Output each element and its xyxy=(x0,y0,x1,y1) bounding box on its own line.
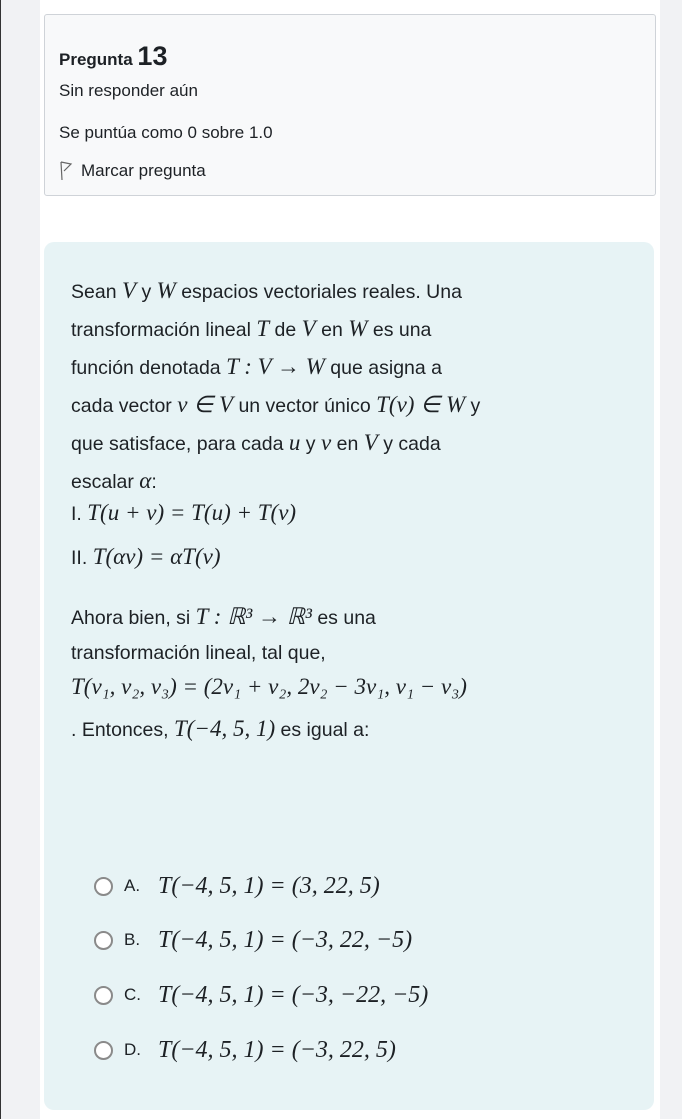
math: T(v) ∈ W xyxy=(376,392,466,417)
property-1-label: I. xyxy=(71,503,82,525)
math: T xyxy=(256,316,270,341)
math: v ∈ V xyxy=(177,392,234,417)
math: T : V → W xyxy=(226,354,325,379)
question-text-line xyxy=(71,392,480,418)
question-info-panel xyxy=(44,14,656,196)
text: un vector único xyxy=(233,395,377,417)
text: función denotada xyxy=(71,357,227,379)
text: y cada xyxy=(377,433,441,455)
math: V xyxy=(363,430,378,455)
math: V xyxy=(301,316,316,341)
question-text-line xyxy=(71,430,441,456)
question-text-line xyxy=(71,316,431,342)
text: y xyxy=(465,395,481,417)
question-number-heading xyxy=(59,41,167,72)
radio-button[interactable] xyxy=(94,931,113,950)
window-edge xyxy=(0,0,1,1119)
option-math: T(−4, 5, 1) = (3, 22, 5) xyxy=(158,872,380,899)
radio-button[interactable] xyxy=(94,1041,113,1060)
text: de xyxy=(269,319,302,341)
radio-button[interactable] xyxy=(94,877,113,896)
math: V xyxy=(121,278,137,303)
question-text-line xyxy=(71,468,157,494)
math: T(v₁, v₂, v₃) = (2v₁ + v₂, 2v₂ − 3v₁, v₁ − v₃) xyxy=(71,674,467,699)
text: cada vector xyxy=(71,395,178,417)
text: . Entonces, xyxy=(71,719,174,741)
text: que satisface, para cada xyxy=(71,433,289,455)
option-label: B. xyxy=(124,930,141,949)
option-b[interactable] xyxy=(94,920,412,960)
text-line xyxy=(71,604,376,630)
text-line xyxy=(71,716,369,742)
option-a[interactable] xyxy=(94,866,380,906)
question-text-line xyxy=(71,354,442,380)
question-score: Se puntúa como 0 sobre 1.0 xyxy=(59,123,273,142)
text: es una xyxy=(311,607,376,629)
text: en xyxy=(331,433,364,455)
property-2-label: II. xyxy=(71,547,88,569)
option-math: T(−4, 5, 1) = (−3, −22, −5) xyxy=(158,981,429,1008)
math: u xyxy=(288,430,301,455)
math: W xyxy=(156,278,176,303)
property-2-math: T(αv) = αT(v) xyxy=(92,544,221,569)
text: espacios vectoriales reales. Una xyxy=(175,281,462,303)
option-d[interactable] xyxy=(94,1030,396,1070)
math: α xyxy=(139,468,152,493)
text: Sean xyxy=(71,281,122,303)
math: T(−4, 5, 1) xyxy=(173,716,276,741)
text: y xyxy=(136,281,157,303)
math: T : ℝ³ → ℝ³ xyxy=(195,604,312,629)
option-label: A. xyxy=(124,876,141,895)
text: : xyxy=(151,471,157,493)
math: v xyxy=(320,430,332,455)
question-text-line xyxy=(71,278,462,304)
radio-button[interactable] xyxy=(94,986,113,1005)
option-label: D. xyxy=(124,1040,141,1059)
question-number: 13 xyxy=(137,41,168,71)
flag-question-label: Marcar pregunta xyxy=(81,161,206,180)
definition-math xyxy=(71,674,467,700)
text: es igual a: xyxy=(275,719,370,741)
question-text-box xyxy=(44,242,654,1110)
text: es una xyxy=(367,319,432,341)
option-math: T(−4, 5, 1) = (−3, 22, 5) xyxy=(158,1036,396,1063)
text: escalar xyxy=(71,471,140,493)
text-line: transformación lineal, tal que, xyxy=(71,642,326,664)
text: transformación lineal xyxy=(71,319,257,341)
flag-icon xyxy=(59,161,73,181)
text: en xyxy=(315,319,349,341)
property-1-math: T(u + v) = T(u) + T(v) xyxy=(87,500,297,525)
text: Ahora bien, si xyxy=(71,607,196,629)
text: que asigna a xyxy=(324,357,442,379)
text: y xyxy=(300,433,321,455)
property-2 xyxy=(71,544,221,570)
option-c[interactable] xyxy=(94,975,428,1015)
question-status: Sin responder aún xyxy=(59,81,198,100)
question-label: Pregunta xyxy=(59,50,133,69)
option-math: T(−4, 5, 1) = (−3, 22, −5) xyxy=(158,926,413,953)
math: W xyxy=(348,316,368,341)
option-label: C. xyxy=(124,985,141,1004)
property-1 xyxy=(71,500,296,526)
